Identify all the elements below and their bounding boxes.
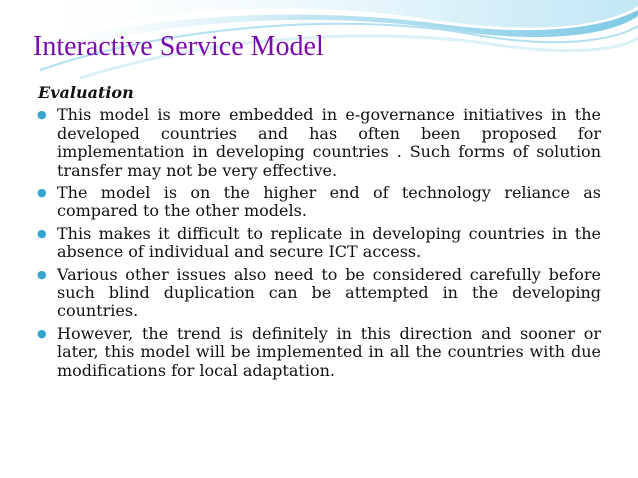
bullet-text: The model is on the higher end of technology reliance as compared to the other models. xyxy=(57,183,601,221)
bullet-item xyxy=(38,266,601,321)
bullet-dot-icon: ● xyxy=(37,108,47,122)
bullet-dot-icon: ● xyxy=(37,267,47,281)
slide-content xyxy=(38,84,601,384)
slide-title: Interactive Service Model xyxy=(33,31,324,62)
bullet-item xyxy=(38,225,601,262)
bullet-item xyxy=(38,106,601,180)
bullet-text: Various other issues also need to be considered carefully before such blind duplication can be attempted in the developing countries. xyxy=(57,264,601,321)
bullet-dot-icon: ● xyxy=(37,226,47,240)
bullet-dot-icon: ● xyxy=(37,326,47,340)
section-subheading: Evaluation xyxy=(38,83,134,102)
bullet-text: However, the trend is definitely in this direction and sooner or later, this model will be implemented in all the countries with due modifications for local adaptation. xyxy=(57,323,601,380)
bullet-dot-icon: ● xyxy=(37,186,47,200)
bullet-text: This model is more embedded in e-governance initiatives in the developed countries and has often been proposed for implementation in developing countries . Such forms of solution transfer may not be very effective. xyxy=(57,105,601,180)
bullet-text: This makes it difficult to replicate in developing countries in the absence of individual and secure ICT access. xyxy=(57,223,601,262)
bullet-item xyxy=(38,325,601,380)
bullet-list xyxy=(38,106,601,380)
bullet-item xyxy=(38,184,601,221)
